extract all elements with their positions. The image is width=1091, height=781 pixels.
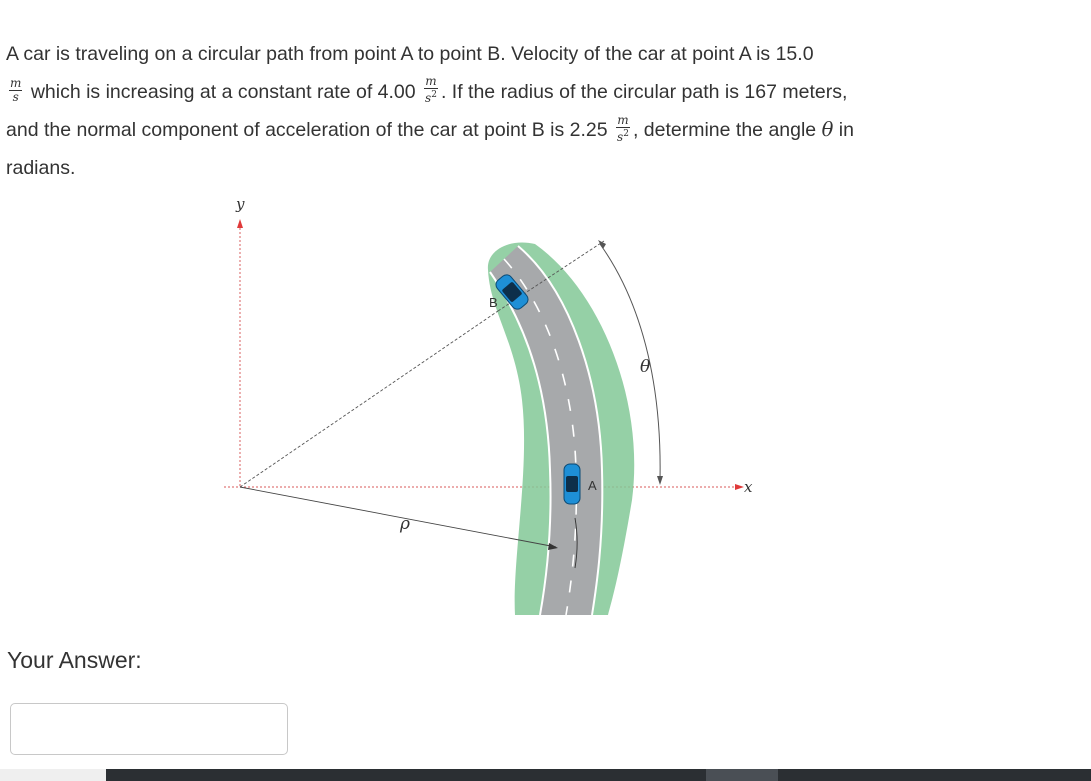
question-line-4: radians.: [6, 156, 76, 179]
answer-input[interactable]: [10, 703, 288, 755]
theta-arc-arrow-bottom: [657, 476, 663, 485]
bottom-bar-left-segment: [0, 769, 106, 781]
question-line-2b: . If the radius of the circular path is 167 meters,: [440, 80, 848, 103]
question-line-3c: in: [838, 119, 854, 141]
unit-m-per-s2-b: $\frac{m}{s^2}$: [617, 112, 629, 144]
question-line-2a: which is increasing at a constant rate of 4.00: [30, 80, 416, 103]
answer-label: Your Answer:: [7, 647, 142, 673]
point-b-label: B: [489, 295, 498, 310]
point-a-label: A: [588, 478, 597, 493]
axis-x-label: x: [744, 478, 753, 496]
question-line-3a: and the normal component of acceleration of the car at point B is 2.25: [6, 119, 608, 141]
question-line-3b: , determine the angle: [632, 119, 817, 141]
circular-path-diagram: [200, 190, 760, 620]
x-axis-arrowhead: [735, 484, 744, 490]
theta-label: θ: [640, 357, 651, 377]
car-a: [564, 464, 580, 504]
unit-m-per-s2: $\frac{m}{s^2}$: [425, 74, 437, 106]
rho-line: [240, 487, 556, 547]
radius-line-b: [240, 311, 498, 487]
question-line-1: A car is traveling on a circular path from point A to point B. Velocity of the car at point A is 15.0: [6, 43, 814, 65]
rho-label: ρ: [400, 514, 410, 534]
unit-m-per-s: $\frac{m}{s}$: [10, 75, 22, 104]
question-text: [6, 36, 1076, 187]
theta-symbol: θ: [821, 118, 834, 141]
bottom-bar: [0, 769, 1091, 781]
y-axis-arrowhead: [237, 219, 243, 228]
axis-y-label: y: [236, 195, 245, 213]
bottom-bar-highlight-segment: [706, 769, 778, 781]
